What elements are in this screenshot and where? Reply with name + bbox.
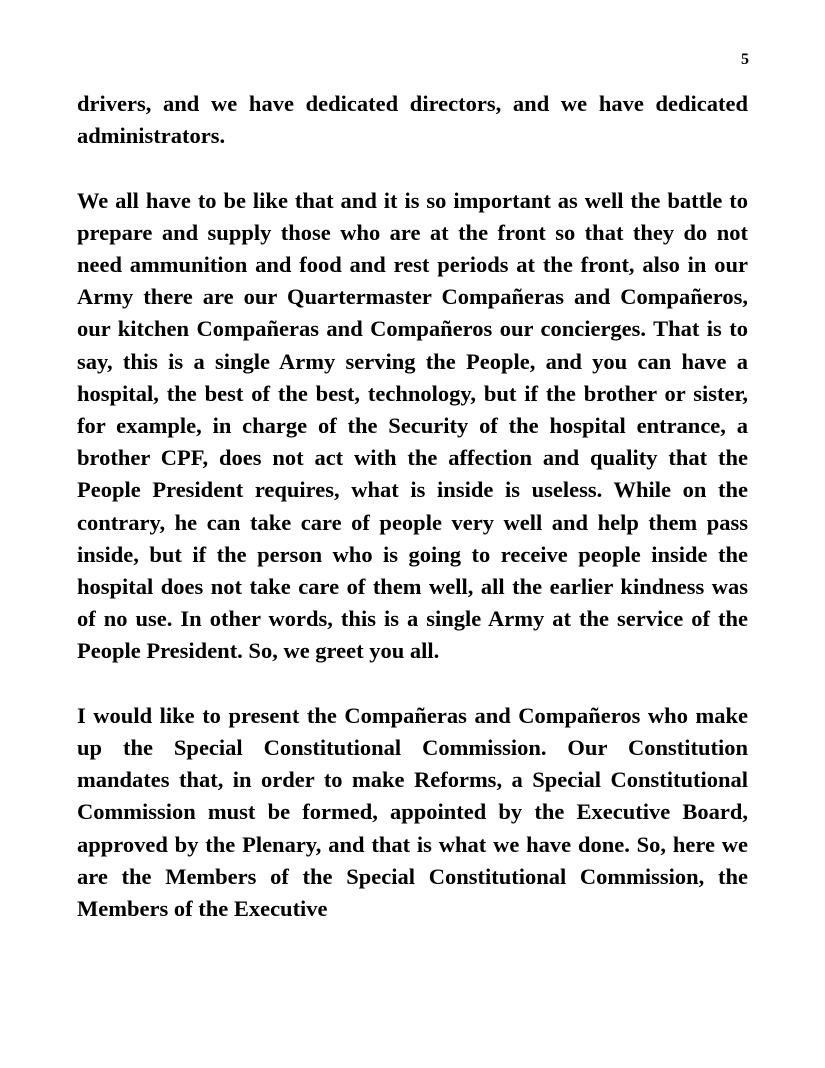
page-number: 5: [741, 51, 749, 68]
paragraph-constitutional-commission: I would like to present the Compañeras and Compañeros who make up the Special Constitutional Commission. Our Constitution mandates that, in order to make Reforms, a Special Constitutional Commission must be formed, appointed by the Executive Board, approved by the Plenary, and that is what we have done. So, here we are the Members of the Special Constitutional Commission, the Members of the Executive: [77, 702, 748, 922]
document-body: [77, 88, 748, 925]
paragraph-continuation: drivers, and we have dedicated directors, and we have dedicated administrators.: [77, 91, 748, 149]
paragraph-spacer: [77, 668, 748, 700]
paragraph-army-service: We all have to be like that and it is so important as well the battle to prepare and supply those who are at the front so that they do not need ammunition and food and rest periods at the front, also in our Army there are our Quartermaster Compañeras and Compañeros, our kitchen Compañeras and Compañeros our concierges. That is to say, this is a single Army serving the People, and you can have a hospital, the best of the best, technology, but if the brother or sister, for example, in charge of the Security of the hospital entrance, a brother CPF, does not act with the affection and quality that the People President requires, what is inside is useless. While on the contrary, he can take care of people very well and help them pass inside, but if the person who is going to receive people inside the hospital does not take care of them well, all the earlier kindness was of no use. In other words, this is a single Army at the service of the People President. So, we greet you all.: [77, 187, 748, 664]
paragraph-spacer: [77, 152, 748, 184]
